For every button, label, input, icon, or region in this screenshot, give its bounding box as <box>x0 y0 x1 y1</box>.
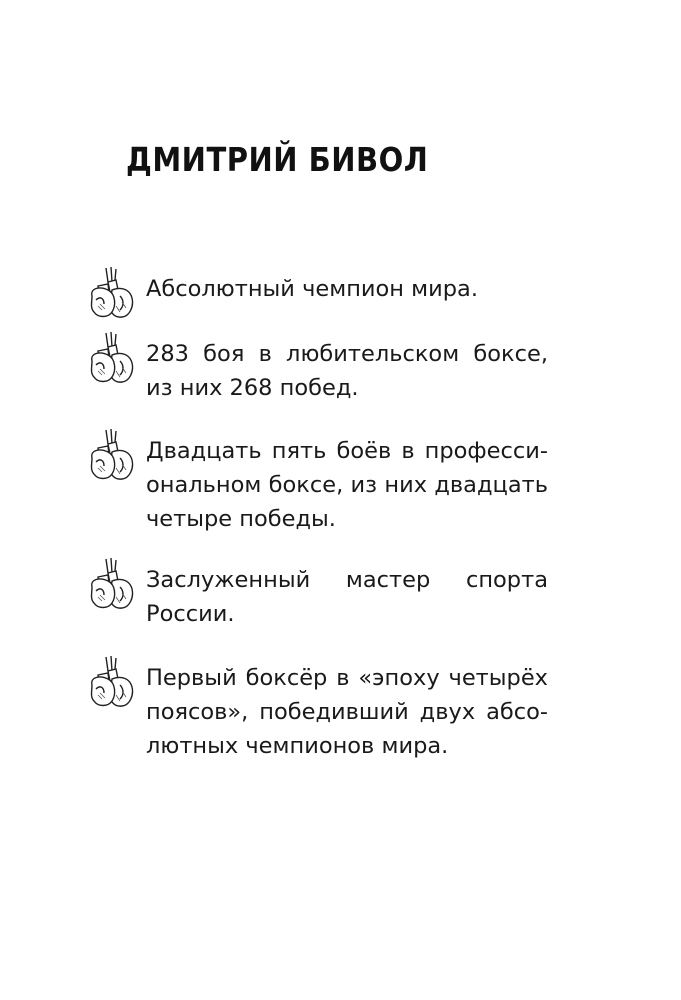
boxing-gloves-icon <box>86 331 136 385</box>
fact-line: Первый боксёр в «эпоху четырёх <box>146 665 548 691</box>
fact-line: четыре победы. <box>146 506 336 532</box>
boxing-gloves-icon <box>86 266 136 320</box>
page-title: ДМИТРИЙ БИВОЛ <box>126 140 429 180</box>
fact-line: ональном боксе, из них двадцать <box>146 472 548 498</box>
fact-line: России. <box>146 601 235 627</box>
fact-line: из них 268 побед. <box>146 375 359 401</box>
fact-text <box>146 434 548 536</box>
fact-line: 283 боя в любительском боксе, <box>146 341 548 367</box>
fact-line: лютных чемпионов мира. <box>146 733 449 759</box>
fact-text <box>146 272 548 306</box>
fact-line: поясов», победивший двух абсо- <box>146 699 548 725</box>
fact-line: Абсолютный чемпион мира. <box>146 276 478 302</box>
fact-text <box>146 337 548 405</box>
fact-line: Заслуженный мастер спорта <box>146 567 548 593</box>
boxing-gloves-icon <box>86 428 136 482</box>
fact-line: Двадцать пять боёв в професси- <box>146 438 548 464</box>
fact-text <box>146 661 548 763</box>
fact-text <box>146 563 548 631</box>
boxing-gloves-icon <box>86 655 136 709</box>
boxing-gloves-icon <box>86 557 136 611</box>
